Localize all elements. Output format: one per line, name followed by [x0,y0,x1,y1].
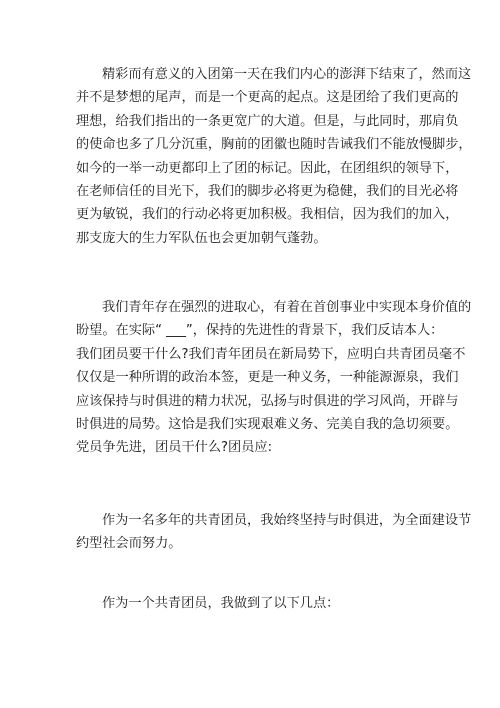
paragraph-line: 作为一个共青团员，我做到了以下几点： [102,596,340,611]
paragraph-line: 党员争先进，团员干什么?团员应: [76,440,273,456]
paragraph-line: 精彩而有意义的入团第一天在我们内心的澎湃下结束了，然而这 [102,67,472,82]
paragraph-4 [76,592,436,615]
paragraph-line: 约型社会而努力。 [76,536,182,552]
paragraph-line: 作为一名多年的共青团员，我始终坚持与时俱进，为全面建设节 [102,513,472,528]
paragraph-line: 在老师信任的目光下，我们的脚步必将更为稳健，我们的目光必将 [76,184,459,200]
paragraph-2 [76,296,472,460]
paragraph-line: 理想，给我们指出的一条更宽广的大道。但是，与此同时，那肩负 [76,113,459,129]
paragraph-line: 的使命也多了几分沉重，胸前的团徽也随时告诫我们不能放慢脚步， [76,137,472,153]
paragraph-line: 应该保持与时俱进的精力状况，弘扬与时俱进的学习风尚，开辟与 [76,393,459,409]
paragraph-line: 我们青年存在强烈的进取心，有着在首创事业中实现本身价值的 [102,300,472,315]
paragraph-line: 如今的一举一动更都印上了团的标记。因此，在团组织的领导下， [76,160,459,176]
paragraph-line: 我们团员要干什么?我们青年团员在新局势下，应明白共青团员毫不 [76,346,466,362]
paragraph-line: 时俱进的局势。这恰是我们实现艰难义务、完美自我的急切须要。 [76,417,459,433]
paragraph-1 [76,63,472,250]
paragraph-line: 盼望。在实际“ ___”，保持的先进性的背景下，我们反诘本人： [76,323,444,339]
paragraph-line: 并不是梦想的尾声，而是一个更高的起点。这是团给了我们更高的 [76,90,459,106]
paragraph-3 [76,509,472,556]
paragraph-line: 更为敏锐，我们的行动必将更加积极。我相信，因为我们的加入， [76,207,459,223]
paragraph-line: 仅仅是一种所谓的政治本签，更是一种义务，一种能源源泉，我们 [76,370,459,386]
paragraph-line: 那支庞大的生力军队伍也会更加朝气蓬勃。 [76,230,327,246]
